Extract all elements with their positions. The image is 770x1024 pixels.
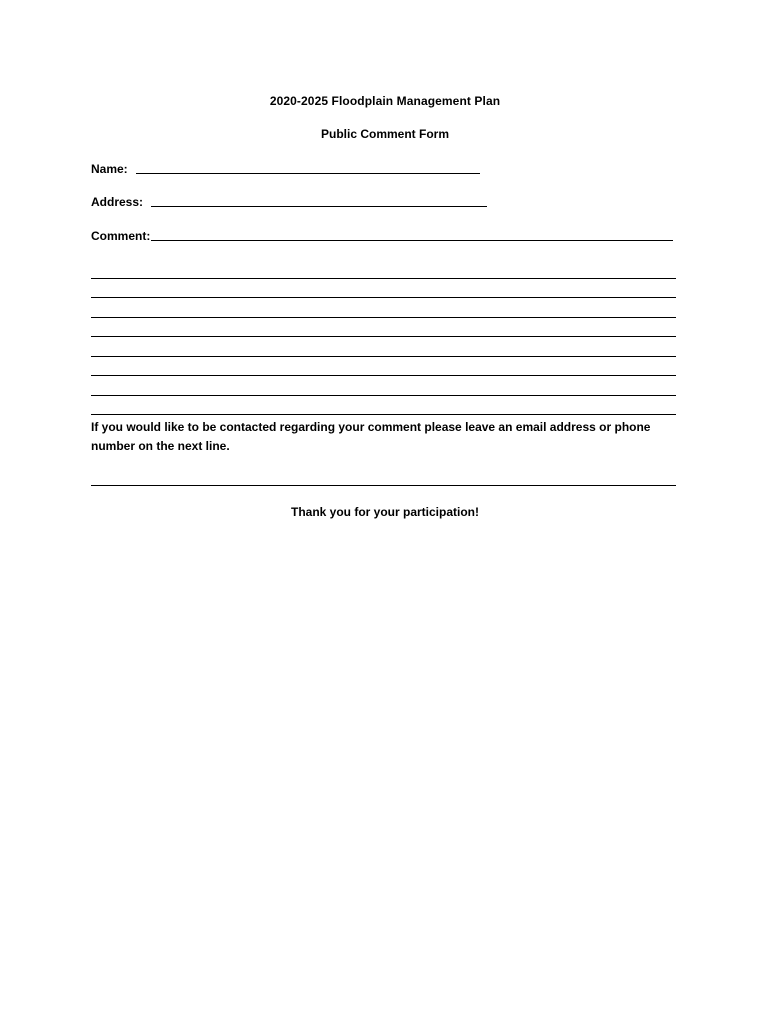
comment-blank-line[interactable] xyxy=(91,279,676,299)
comment-field xyxy=(91,227,673,243)
comment-blank-line[interactable] xyxy=(91,318,676,338)
contact-blank-line[interactable] xyxy=(91,484,676,486)
comment-lines xyxy=(91,259,676,415)
comment-blank-line[interactable] xyxy=(91,298,676,318)
name-field xyxy=(91,160,480,176)
comment-label: Comment: xyxy=(91,229,151,243)
comment-blank-line[interactable] xyxy=(91,376,676,396)
comment-blank-line[interactable] xyxy=(91,396,676,416)
comment-blank-line[interactable] xyxy=(91,357,676,377)
comment-blank-line[interactable] xyxy=(151,239,673,241)
comment-blank-line[interactable] xyxy=(91,337,676,357)
name-blank-line[interactable] xyxy=(136,172,480,174)
address-label: Address: xyxy=(91,195,147,209)
contact-instructions: If you would like to be contacted regarding your comment please leave an email address or phone number on the next line. xyxy=(91,420,651,453)
comment-blank-line[interactable] xyxy=(91,259,676,279)
form-subtitle: Public Comment Form xyxy=(320,127,449,141)
name-label: Name: xyxy=(91,162,132,176)
document-title: 2020-2025 Floodplain Management Plan xyxy=(269,94,501,108)
address-field xyxy=(91,193,487,209)
address-blank-line[interactable] xyxy=(151,205,487,207)
closing-message: Thank you for your participation! xyxy=(290,505,479,519)
